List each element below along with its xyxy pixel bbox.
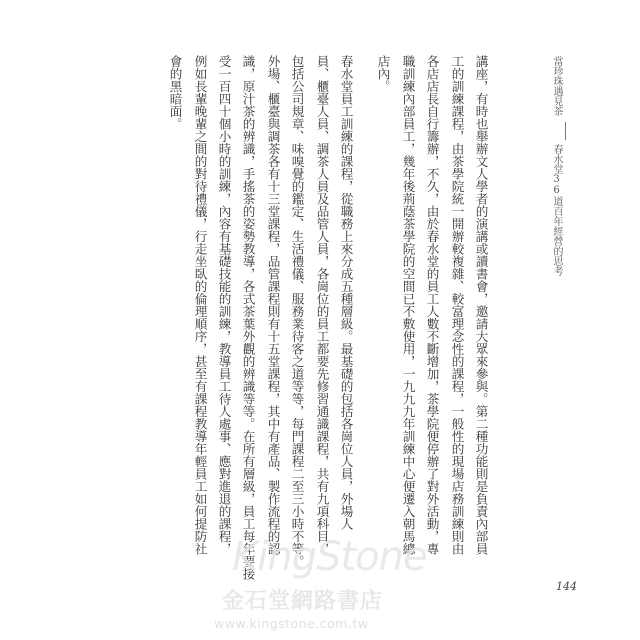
body-column-8: 員、櫃臺人員、調茶人員及品管人員，各崗位的員工都要先修習通識課程，共有九項科目， [314,55,330,555]
watermark-store-name: 金石堂網路書店 [222,589,384,614]
body-column-13: 例如長輩晚輩之間的對待禮儀，行走坐臥的倫理順序，甚至有課程教導年輕員工如何提防社 [192,55,208,555]
running-header-subtitle: 春水堂36道百年經營的思考 [551,144,562,276]
body-column-10: 外場、櫃臺與調茶各有十三堂課程，品管課程則有十五堂課程，其中有產品、製作流程的認 [265,55,281,555]
kingstone-watermark [214,534,434,634]
body-column-3: 各店店長自行籌辦，不久，由於春水堂的員工人數不斷增加，茶學院便停辦了對外活動，專 [424,55,440,555]
body-column-1: 講座，有時也舉辦文人學者的演講或讀書會，邀請大眾來參與。第二種功能則是負責內部員 [473,55,489,555]
running-header-title: 當珍珠遇見茶 [551,56,562,116]
watermark-url: www.kingstone.com.tw [214,616,369,631]
body-column-2: 工的訓練課程，由茶學院統一開辦較複雜、較富理念性的課程，一般性的現場店務訓練則由 [449,55,465,555]
body-column-14: 會的黑暗面。 [167,55,183,130]
body-column-12: 受一百四十個小時的訓練，內容有基礎技能的訓練，教導員工待人處事、應對進退的課程， [216,55,232,555]
watermark-logo-text: KingStone [232,534,427,580]
body-column-4: 職訓練內部員工，幾年後荊蔭茶學院的空間已不敷使用，一九九九年訓練中心便遷入朝馬總 [400,55,416,555]
running-header-rule [565,122,566,140]
body-column-5: 店內。 [375,55,391,93]
body-column-11: 識，原汁茶的辨識，手搖茶的姿勢教導，各式茶葉外觀的辨識等等。在所有層級，員工每年要接 [240,55,256,580]
body-column-9: 包括公司規章、味嗅覺的鑑定、生活禮儀、服務業待客之道等等，每門課程二至三小時不等。 [289,55,305,568]
page-number: 144 [556,580,577,593]
body-column-7: 春水堂員工訓練的課程，從職務上來分成五種層級。最基礎的包括各崗位人員，外場人 [338,55,354,530]
